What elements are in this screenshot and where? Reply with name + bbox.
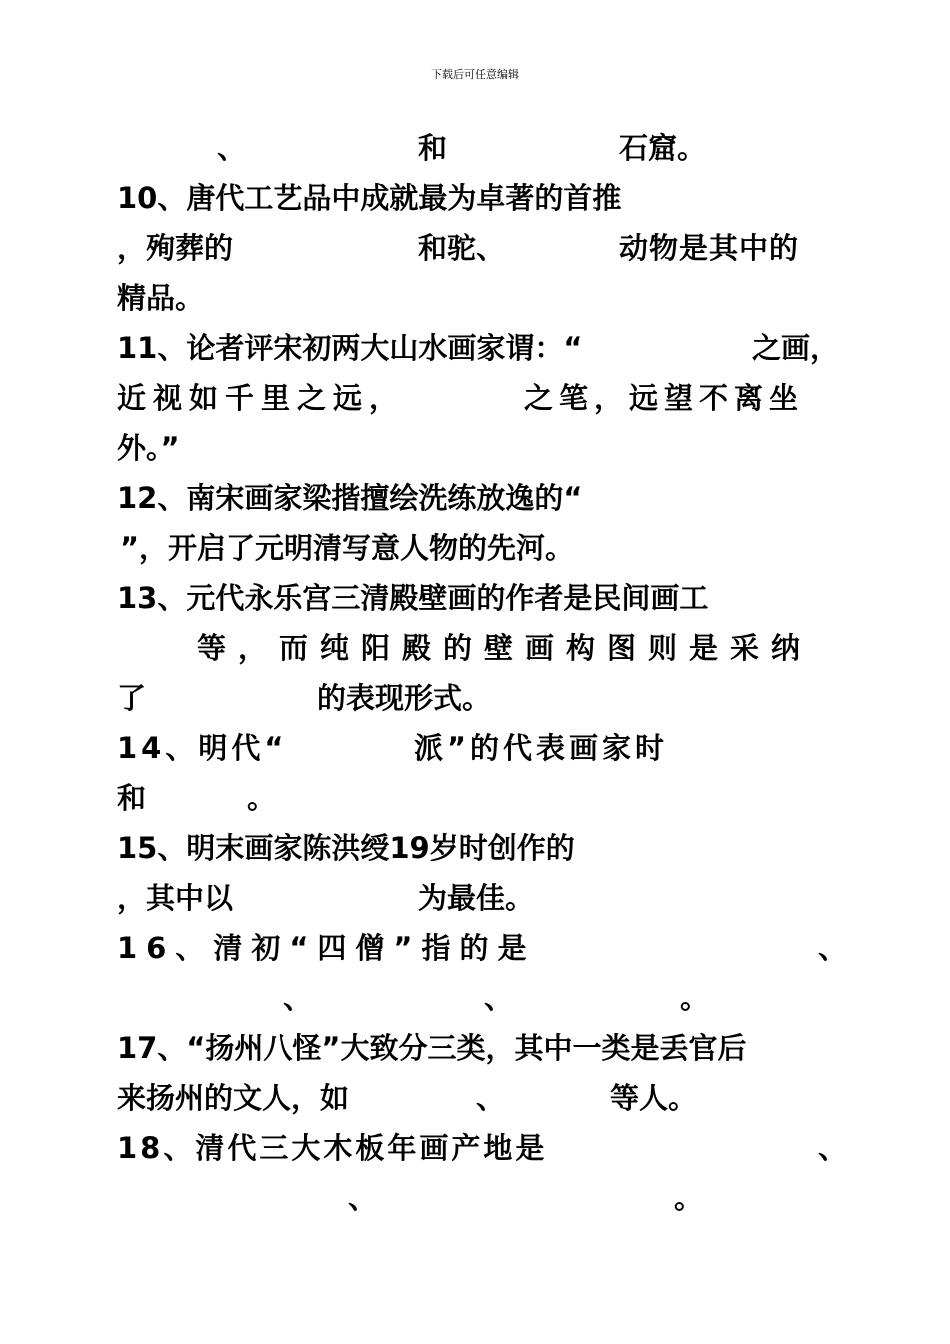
text-segment: 、 — [476, 1081, 506, 1115]
text-segment: 和 — [418, 131, 448, 165]
question-10: 10、唐代工艺品中成就最为卓著的首推 — [117, 181, 622, 215]
question-14: 14、明代“ — [117, 731, 288, 765]
text-segment: 的表现形式。 — [317, 681, 492, 715]
text-segment: 近视如千里之远， — [117, 381, 406, 415]
text-segment: 等人。 — [610, 1081, 698, 1115]
text-segment: 来扬州的文人，如 — [117, 1081, 350, 1115]
question-12: 12、南宋画家梁揩擅绘洗练放逸的“ — [117, 481, 583, 515]
text-segment: ，其中以 — [117, 881, 234, 915]
text-segment: 。 — [674, 1181, 704, 1215]
question-13: 13、元代永乐宫三清殿壁画的作者是民间画工 — [117, 581, 709, 615]
text-segment: 、 — [818, 1131, 848, 1165]
text-segment: 派”的代表画家时 — [414, 731, 669, 765]
text-segment: 、 — [283, 981, 313, 1015]
text-segment: 、 — [348, 1181, 378, 1215]
text-segment: 石窟。 — [619, 131, 707, 165]
text-segment: 了 — [117, 681, 147, 715]
text-segment: 为最佳。 — [418, 881, 535, 915]
text-segment: 和驼、 — [418, 231, 506, 265]
text-segment: 之笔，远望不离坐 — [524, 381, 805, 415]
question-15: 15、明末画家陈洪绶19岁时创作的 — [117, 831, 575, 865]
text-segment: 等，而纯阳殿的壁画构图则是采纳 — [197, 631, 813, 665]
text-segment: 、 — [217, 131, 247, 165]
text-segment: 动物是其中的 — [619, 231, 800, 265]
question-16: 16、清初“四僧”指的是 — [117, 931, 536, 965]
page-header: 下载后可任意编辑 — [431, 68, 519, 81]
text-segment: 。 — [247, 781, 277, 815]
text-segment: 精品。 — [117, 281, 205, 315]
text-segment: 、 — [484, 981, 514, 1015]
text-segment: 之画， — [752, 331, 840, 365]
text-segment: 。 — [680, 981, 710, 1015]
question-18: 18、清代三大木板年画产地是 — [117, 1131, 548, 1165]
text-segment: ，殉葬的 — [117, 231, 234, 265]
text-segment: 、 — [818, 931, 848, 965]
text-segment: 和 — [117, 781, 147, 815]
question-17: 17、“扬州八怪”大致分三类，其中一类是丢官后 — [117, 1031, 747, 1065]
text-segment: ”，开启了元明清写意人物的先河。 — [120, 531, 575, 565]
text-segment: 外。” — [117, 431, 180, 465]
question-11: 11、论者评宋初两大山水画家谓：“ — [117, 331, 583, 365]
